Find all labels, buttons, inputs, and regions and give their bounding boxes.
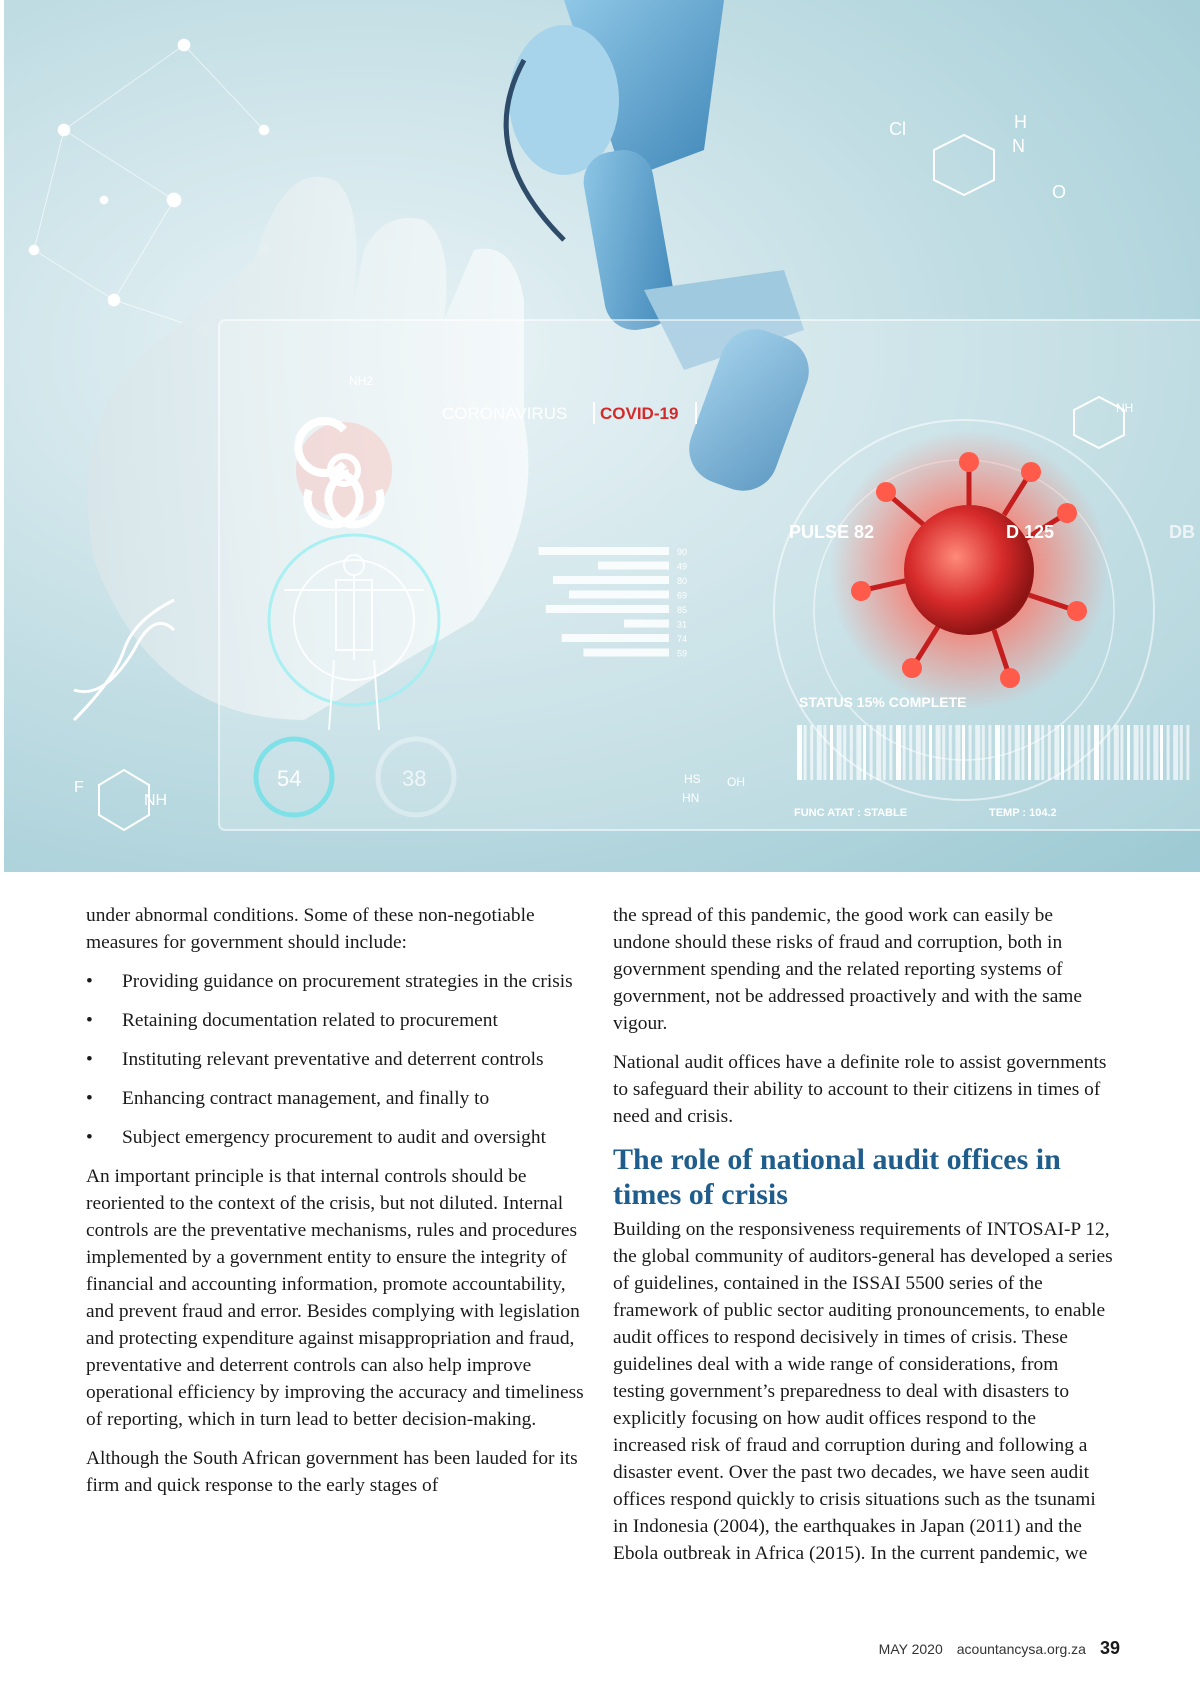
hero-illustration [4,0,1200,872]
barcode-bar [810,725,813,780]
barcode-bar [870,725,873,780]
svg-text:38: 38 [402,766,427,791]
barcode-bar [995,725,1000,780]
barcode-bar [843,725,846,780]
list-item: • Providing guidance on procurement strategies in the crisis [86,968,586,995]
sa-government-paragraph: Although the South African government has been lauded for its firm and quick response to the early stages of [86,1448,578,1496]
chem-label: NH2 [349,374,374,388]
barcode-bar [1048,725,1051,780]
barcode-bar [1101,725,1104,780]
barcode-bar [1015,725,1020,780]
barcode-bar [856,725,861,780]
barcode-bar [1087,725,1090,780]
covid-lab-illustration [4,0,1200,872]
list-item: • Subject emergency procurement to audit and oversight [86,1124,586,1151]
list-item: • Retaining documentation related to procurement [86,1007,586,1034]
chem-label: HS [684,772,701,786]
barcode-bar [1180,725,1183,780]
barcode-bar [850,725,853,780]
barcode-bar [903,725,906,780]
svg-text:54: 54 [277,766,302,791]
barcode-bar [876,725,881,780]
barcode-bar [916,725,921,780]
barcode-bar [1160,725,1163,780]
barcode-bar [817,725,822,780]
barcode-bar [797,725,802,780]
hud-bar [583,649,669,657]
page-number: 39 [1099,1638,1120,1658]
list-item: • Enhancing contract management, and finally to [86,1085,586,1112]
barcode-bar [837,725,842,780]
hud-bar-label: 90 [677,547,688,557]
bp-readout: D 125 [1006,522,1055,542]
barcode-bar [942,725,945,780]
temp-readout: TEMP : 104.2 [989,807,1057,819]
barcode-bar [922,725,925,780]
pulse-readout: PULSE 82 [789,522,875,542]
audit-offices-paragraph: National audit offices have a definite role to assist governments to safeguard their ability to account to their citizens in times of need and crisis. [613,1052,1107,1127]
hud-bar [569,591,669,599]
barcode-bar [1054,725,1059,780]
pandemic-paragraph: the spread of this pandemic, the good work can easily be undone should these risks of fraud and corruption, both in government spending and the related reporting systems of government, not be addressed proactively and with the same vigour. [613,905,1083,1034]
barcode-bar [955,725,960,780]
barcode-bar [1035,725,1040,780]
db-readout: DB [1169,522,1195,542]
barcode-bar [1028,725,1031,780]
hud-bar-label: 59 [677,648,688,659]
func-readout: FUNC ATAT : STABLE [794,807,908,819]
page-footer [860,1638,1120,1662]
hud-bar-label: 69 [677,590,688,601]
barcode-bar [988,725,991,780]
barcode-bar [804,725,807,780]
barcode-bar [1021,725,1024,780]
barcode-bar [1068,725,1071,780]
chem-label: H [1014,112,1027,132]
chem-label: HN [682,791,700,805]
issue-date: MAY 2020 [878,1641,943,1657]
chem-label: F [74,779,84,796]
barcode-bar [1140,725,1143,780]
chem-label: Cl [889,119,906,139]
hud-bar [598,562,669,570]
barcode-bar [1008,725,1011,780]
barcode-bar [1107,725,1110,780]
section-heading: The role of national audit offices in times of crisis [613,1143,1061,1211]
barcode-bar [962,725,965,780]
right-column [613,902,1113,1579]
biohazard-icon [296,421,392,524]
internal-controls-paragraph: An important principle is that internal controls should be reoriented to the context of the crisis, but not diluted. Internal controls are the preventative mechanisms, rules and procedures implemented by a government entity to ensure the integrity of financial and accounting information, promote accountability, and prevent fraud and error. Besides complying with legislation and protecting expenditure against misappropriation and fraud, preventative and deterrent controls can also help improve operational efficiency by improving the accuracy and timeliness of reporting, which in turn lead to better decision-making. [86,1166,584,1430]
barcode-bar [1167,725,1170,780]
barcode-bar [1074,725,1079,780]
list-item: • Instituting relevant preventative and deterrent controls [86,1046,586,1073]
hud-bar [562,634,669,642]
barcode-bar [982,725,985,780]
hud-bar [546,605,669,613]
barcode-bar [1061,725,1064,780]
barcode-bar [949,725,952,780]
barcode-bar [1002,725,1005,780]
chem-label: NH [144,792,168,809]
svg-text:COVID-19: COVID-19 [600,404,679,423]
measures-list [86,968,586,1151]
barcode-bar [1153,725,1158,780]
status-readout: STATUS 15% COMPLETE [799,694,967,710]
intosai-paragraph: Building on the responsiveness requirements of INTOSAI-P 12, the global community of auditors-general has developed a series of guidelines, contained in the ISSAI 5500 series of the framework of public sector auditing pronouncements, to enable audit offices to respond decisively in times of crisis. These guidelines deal with a wide range of considerations, from testing government’s preparedness to deal with disasters to explicitly focusing on how audit offices respond to the increased risk of fraud and corruption during and following a disaster event. Over the past two decades, we have seen audit offices respond quickly to crisis situations such as the tsunami in Indonesia (2004), the earthquakes in Japan (2011) and the Ebola outbreak in Africa (2015). In the current pandemic, we [613,1219,1113,1564]
barcode-bar [929,725,932,780]
svg-text:CORONAVIRUS: CORONAVIRUS [442,404,568,423]
coronavirus-icon [829,430,1109,710]
hud-bar [553,576,669,584]
barcode-bar [896,725,901,780]
barcode-bar [883,725,886,780]
left-column [86,902,586,1511]
barcode-bar [1120,725,1123,780]
hud-bar-label: 85 [677,605,688,615]
chem-label: O [1052,182,1067,202]
barcode-bar [909,725,912,780]
chem-label: NH [1116,401,1134,415]
barcode-bar [823,725,826,780]
website: acountancysa.org.za [956,1641,1086,1657]
barcode-bar [1186,725,1189,780]
chem-label: N [1012,136,1025,156]
barcode-bar [1134,725,1139,780]
barcode-bar [1094,725,1099,780]
barcode-bar [1127,725,1130,780]
barcode-bar [1114,725,1119,780]
hud-bar-label: 74 [677,634,688,644]
hud-bar-label: 31 [677,619,688,630]
barcode-bar [830,725,833,780]
intro-paragraph: under abnormal conditions. Some of these non-negotiable measures for government should include: [86,905,535,953]
barcode-bar [975,725,980,780]
barcode-bar [1041,725,1044,780]
barcode-bar [1081,725,1084,780]
hud-bar [539,547,670,555]
hud-bar-label: 49 [677,561,688,572]
hud-bar-label: 80 [677,576,688,586]
barcode-bar [1173,725,1178,780]
barcode-bar [1147,725,1150,780]
chem-label: OH [727,775,745,789]
barcode-bar [889,725,892,780]
barcode-bar [863,725,866,780]
barcode-bar [969,725,972,780]
barcode-bar [936,725,941,780]
hud-bar [624,620,669,628]
